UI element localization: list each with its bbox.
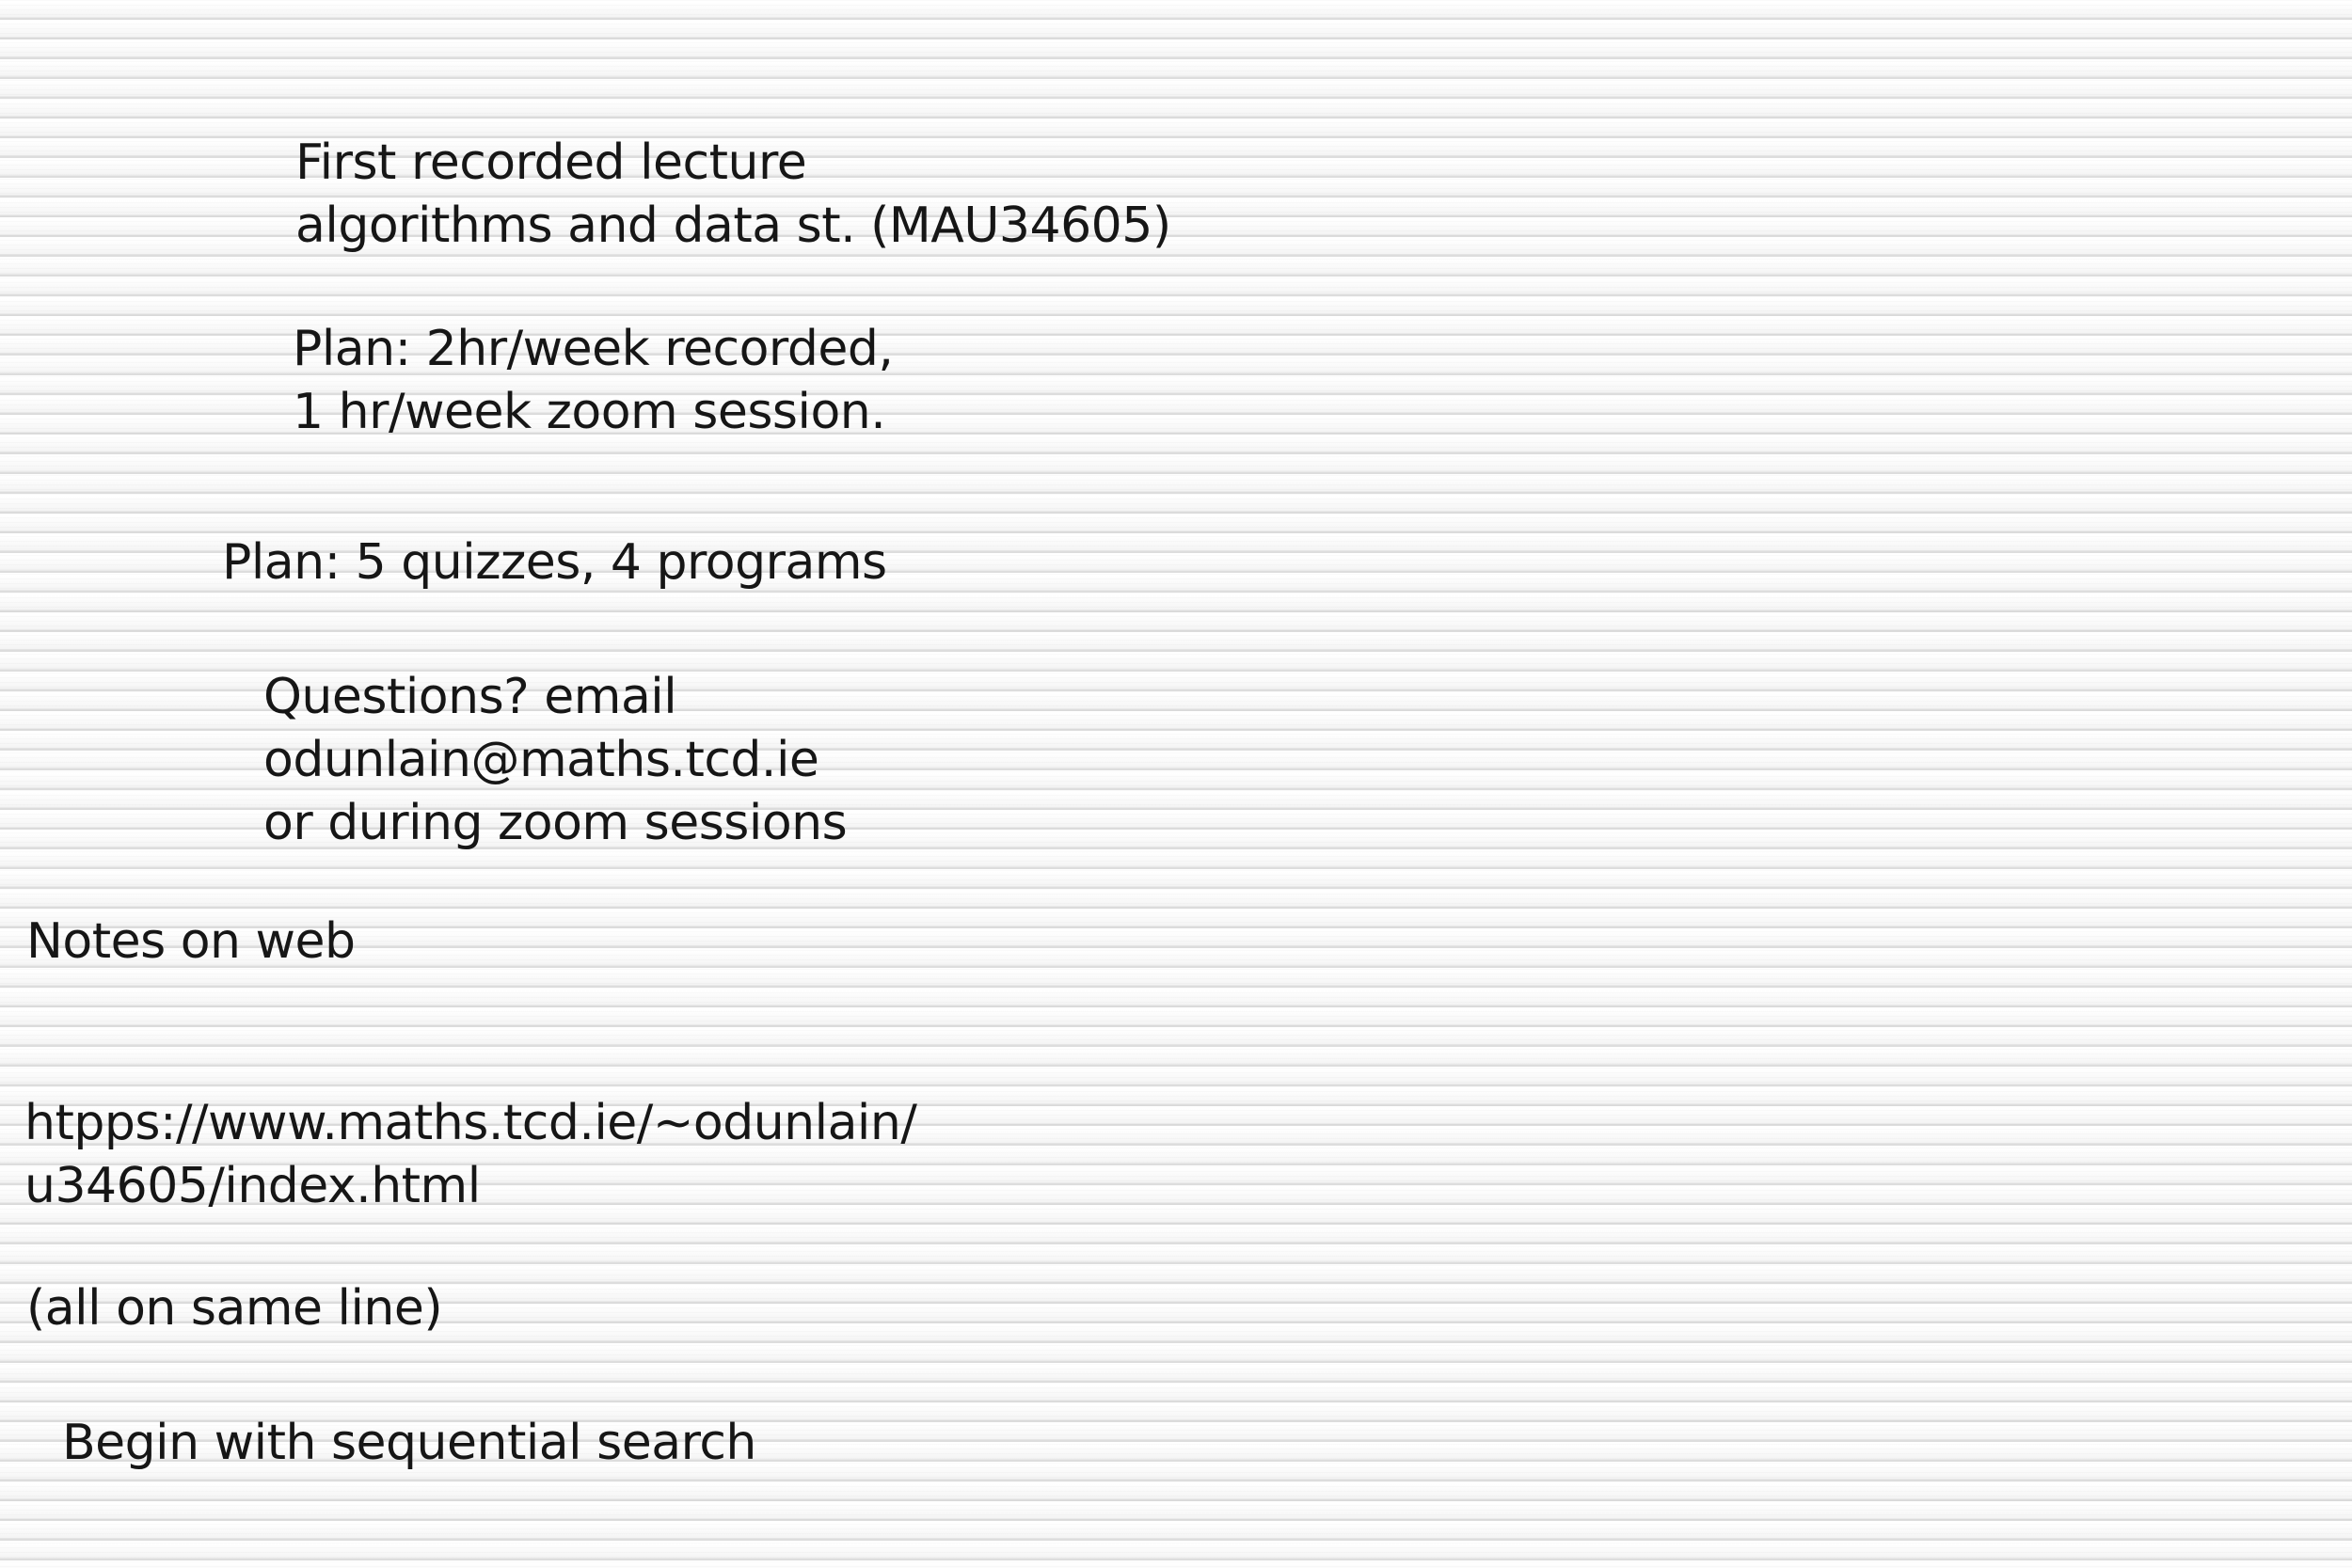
url-line: htpps://www.maths.tcd.ie/~odunlain/ xyxy=(24,1095,917,1151)
handwritten-line: Plan: 5 quizzes, 4 programs xyxy=(222,534,887,591)
note-block-assessment-plan xyxy=(222,531,887,594)
url-line: u34605/index.html xyxy=(24,1158,481,1214)
note-block-lecture-title xyxy=(295,132,1171,258)
note-block-url-note xyxy=(26,1277,442,1340)
handwritten-line: Notes on web xyxy=(26,913,356,970)
handwritten-line: Begin with sequential search xyxy=(62,1415,756,1471)
handwritten-line: algorithms and data st. (MAU34605) xyxy=(295,198,1171,254)
handwritten-line: or during zoom sessions xyxy=(263,795,848,851)
handwritten-line: First recorded lecture xyxy=(295,135,807,191)
handwritten-line: Questions? email xyxy=(263,669,677,725)
note-block-notes-on-web xyxy=(26,911,356,974)
note-block-schedule-plan xyxy=(293,318,893,444)
note-block-next-topic xyxy=(62,1412,756,1475)
email-address: odunlain@maths.tcd.ie xyxy=(263,732,819,788)
note-block-course-url xyxy=(24,1092,916,1218)
handwritten-line: (all on same line) xyxy=(26,1280,443,1337)
handwritten-line: Plan: 2hr/week recorded, xyxy=(293,321,894,377)
handwritten-line: 1 hr/week zoom session. xyxy=(293,384,886,440)
note-block-contact xyxy=(263,666,847,855)
